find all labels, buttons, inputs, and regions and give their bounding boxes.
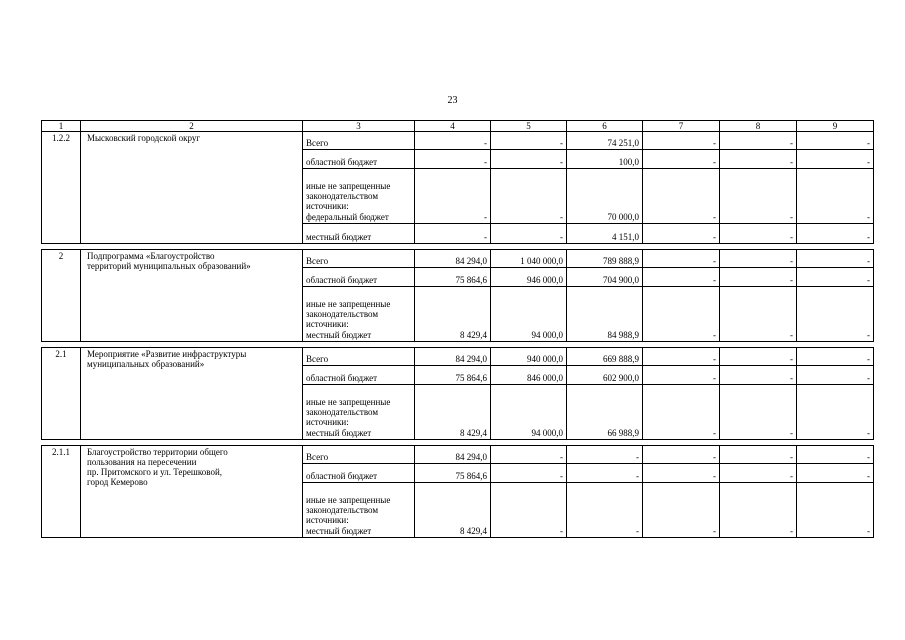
value-cell: - [797, 250, 874, 268]
value-cell: - [797, 366, 874, 385]
source-other-label: источники: [306, 318, 349, 329]
column-header: 1 [42, 121, 81, 132]
row-code: 1.2.2 [42, 132, 81, 244]
source-other-label: иные не запрещенные [306, 180, 391, 191]
source-other-label: источники: [306, 416, 349, 427]
column-header: 8 [720, 121, 797, 132]
value-cell: - [643, 287, 720, 342]
source-local: местный бюджет [303, 224, 415, 244]
source-regional: областной бюджет [303, 366, 415, 385]
value-cell: 75 864,6 [415, 366, 491, 385]
value-cell: - [720, 385, 797, 440]
value-cell: - [643, 446, 720, 464]
source-regional: областной бюджет [303, 464, 415, 483]
value-cell: 84 294,0 [415, 250, 491, 268]
table-row [42, 132, 874, 150]
value-cell: - [720, 446, 797, 464]
value-cell: - [797, 169, 874, 224]
value-cell: - [720, 348, 797, 366]
value-cell: 84 294,0 [415, 348, 491, 366]
value-cell: - [567, 483, 643, 538]
source-local [303, 385, 415, 440]
value-cell: - [643, 268, 720, 287]
value-cell: 84 988,9 [567, 287, 643, 342]
value-cell: - [720, 150, 797, 169]
value-cell: - [797, 132, 874, 150]
column-header: 2 [81, 121, 303, 132]
source-total: Всего [303, 348, 415, 366]
source-other-label: иные не запрещенные [306, 494, 391, 505]
value-cell: - [415, 224, 491, 244]
value-cell: - [643, 348, 720, 366]
value-cell: 940 000,0 [491, 348, 567, 366]
value-cell: - [491, 132, 567, 150]
source-other-label: законодательством [306, 190, 379, 201]
source-regional: областной бюджет [303, 150, 415, 169]
value-cell: 74 251,0 [567, 132, 643, 150]
value-cell: - [720, 464, 797, 483]
value-cell: - [797, 150, 874, 169]
value-cell: - [491, 483, 567, 538]
source-total: Всего [303, 250, 415, 268]
value-cell: - [491, 169, 567, 224]
value-cell: - [491, 224, 567, 244]
value-cell: - [643, 132, 720, 150]
value-cell: - [415, 169, 491, 224]
column-header: 6 [567, 121, 643, 132]
source-total: Всего [303, 132, 415, 150]
column-header: 4 [415, 121, 491, 132]
table-row [42, 348, 874, 366]
value-cell: - [491, 464, 567, 483]
value-cell: 704 900,0 [567, 268, 643, 287]
value-cell: - [643, 385, 720, 440]
value-cell: - [567, 464, 643, 483]
value-cell: 100,0 [567, 150, 643, 169]
row-name: Подпрограмма «Благоустройство территорий муниципальных образований» [81, 250, 303, 342]
value-cell: - [720, 268, 797, 287]
value-cell: - [643, 366, 720, 385]
source-regional: областной бюджет [303, 268, 415, 287]
source-local-label: местный бюджет [306, 428, 372, 438]
value-cell: - [643, 483, 720, 538]
value-cell: - [797, 268, 874, 287]
column-header: 7 [643, 121, 720, 132]
value-cell: - [491, 446, 567, 464]
value-cell: - [797, 483, 874, 538]
value-cell: - [643, 224, 720, 244]
row-name: Мероприятие «Развитие инфраструктуры муниципальных образований» [81, 348, 303, 440]
value-cell: 75 864,6 [415, 268, 491, 287]
value-cell: 946 000,0 [491, 268, 567, 287]
value-cell: - [491, 150, 567, 169]
row-name: Благоустройство территории общего пользования на пересечении пр. Притомского и ул. Терешковой, город Кемерово [81, 446, 303, 538]
source-total: Всего [303, 446, 415, 464]
value-cell: - [720, 132, 797, 150]
source-local-label: местный бюджет [306, 330, 372, 340]
value-cell: - [797, 224, 874, 244]
page-number: 23 [447, 95, 458, 106]
value-cell: 70 000,0 [567, 169, 643, 224]
row-code: 2.1.1 [42, 446, 81, 538]
value-cell: 669 888,9 [567, 348, 643, 366]
value-cell: - [797, 446, 874, 464]
value-cell: 602 900,0 [567, 366, 643, 385]
table-row [42, 446, 874, 464]
value-cell: 8 429,4 [415, 483, 491, 538]
source-local-label: местный бюджет [306, 526, 372, 536]
value-cell: - [797, 464, 874, 483]
value-cell: 1 040 000,0 [491, 250, 567, 268]
column-header: 9 [797, 121, 874, 132]
value-cell: 66 988,9 [567, 385, 643, 440]
value-cell: - [720, 250, 797, 268]
value-cell: 8 429,4 [415, 385, 491, 440]
value-cell: - [720, 224, 797, 244]
source-other-label: источники: [306, 200, 349, 211]
value-cell: - [720, 287, 797, 342]
budget-table [41, 120, 874, 538]
source-other-label: законодательством [306, 504, 379, 515]
value-cell: - [567, 446, 643, 464]
column-header: 5 [491, 121, 567, 132]
source-other-label: источники: [306, 514, 349, 525]
column-header-row [42, 121, 874, 132]
source-local [303, 483, 415, 538]
value-cell: 846 000,0 [491, 366, 567, 385]
table-row [42, 250, 874, 268]
source-other-label: иные не запрещенные [306, 298, 391, 309]
column-header: 3 [303, 121, 415, 132]
row-name: Мысковский городской округ [81, 132, 303, 244]
value-cell: - [643, 464, 720, 483]
source-local [303, 287, 415, 342]
value-cell: 789 888,9 [567, 250, 643, 268]
value-cell: - [797, 287, 874, 342]
value-cell: 94 000,0 [491, 385, 567, 440]
value-cell: - [720, 169, 797, 224]
source-federal [303, 169, 415, 224]
row-code: 2.1 [42, 348, 81, 440]
row-code: 2 [42, 250, 81, 342]
source-federal-label: федеральный бюджет [306, 212, 389, 222]
value-cell: - [797, 348, 874, 366]
value-cell: - [415, 150, 491, 169]
value-cell: 94 000,0 [491, 287, 567, 342]
value-cell: - [415, 132, 491, 150]
source-other-label: законодательством [306, 308, 379, 319]
value-cell: 75 864,6 [415, 464, 491, 483]
value-cell: 8 429,4 [415, 287, 491, 342]
value-cell: - [643, 150, 720, 169]
value-cell: - [797, 385, 874, 440]
source-other-label: законодательством [306, 406, 379, 417]
value-cell: - [720, 366, 797, 385]
value-cell: - [643, 250, 720, 268]
value-cell: - [643, 169, 720, 224]
value-cell: 4 151,0 [567, 224, 643, 244]
value-cell: 84 294,0 [415, 446, 491, 464]
source-other-label: иные не запрещенные [306, 396, 391, 407]
value-cell: - [720, 483, 797, 538]
